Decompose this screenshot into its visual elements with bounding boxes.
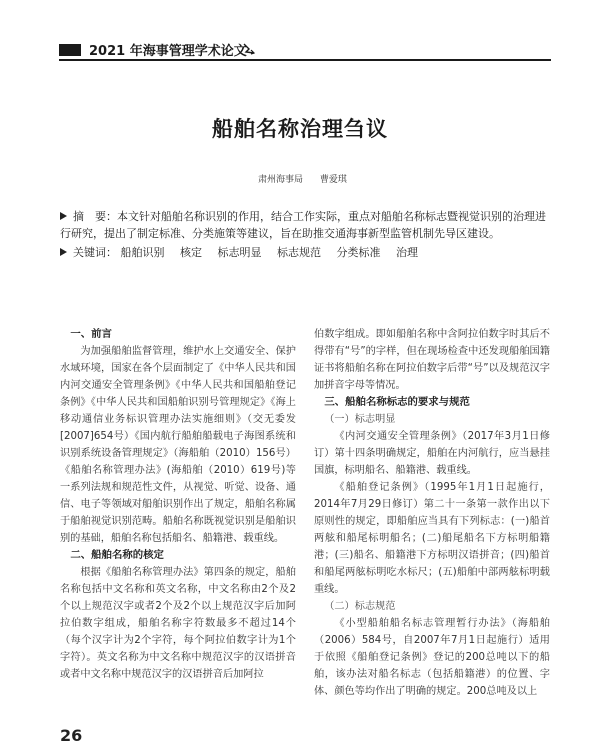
body-paragraph: 《内河交通安全管理条例》（2017年3月1日修订）第十四条明确规定，船舶在内河航行，应当悬挂国旗，标明船名、船籍港、载重线。 xyxy=(314,431,550,476)
keyword: 治理 xyxy=(396,246,418,259)
keyword: 船舶识别 xyxy=(120,246,165,259)
keyword: 分类标准 xyxy=(336,246,381,259)
section-heading: 三、船舶名称标志的要求与规范 xyxy=(324,396,470,408)
left-column xyxy=(60,326,296,683)
authors xyxy=(258,172,361,185)
signal-arrow-icon xyxy=(242,41,258,57)
keywords xyxy=(60,244,548,260)
header-block-mark xyxy=(59,44,81,56)
abstract xyxy=(60,208,548,242)
section-heading: 一、前言 xyxy=(70,328,112,340)
subsection-heading: （一）标志明显 xyxy=(324,414,396,425)
header-rule xyxy=(59,59,551,61)
journal-title: 2021 年海事管理学术论文 xyxy=(89,44,247,59)
section-heading: 二、船舶名称的核定 xyxy=(70,549,164,561)
keyword: 核定 xyxy=(180,246,202,259)
right-column xyxy=(314,326,550,700)
keyword: 标志规范 xyxy=(277,246,321,259)
body-paragraph-continued: 伯数字组成。即如船舶名称中含阿拉伯数字时其后不得带有“号”的字样，但在现场检查中还发现船舶国籍证书将船舶名称在阿拉伯数字后带“号”以及规范汉字加拼音字母等情况。 xyxy=(314,329,550,391)
subsection-heading: （二）标志规范 xyxy=(324,601,396,612)
bullet-triangle-icon xyxy=(60,248,67,256)
body-paragraph: 为加强船舶监督管理，维护水上交通安全、保护水域环境，国家在各个层面制定了《中华人民共和国内河交通安全管理条例》《中华人民共和国船舶登记条例》《中华人民共和国船舶识别号管理规定》《海上移动通信业务标识管理办法实施细则》（交无委发[2007]654号）《国内航行船舶船载电子海图系统和识别系统设备管理规定》（海船舶（2010）156号）《船舶名称管理办法》(海船舶（2010）619号)等一系列法规和规范性文件，从视觉、听觉、设备、通信、电子等领域对船舶识别作出了规定，船舶名称属于船舶视觉识别范畴。船舶名称既视觉识别是船舶识别的基础，船舶名称包括船名、船籍港、载重线。 xyxy=(60,346,296,544)
page-number: 26 xyxy=(60,726,83,745)
body-paragraph: 《小型船舶船名标志管理暂行办法》（海船舶（2006）584号，自2007年7月1日起施行）适用于依照《船舶登记条例》登记的200总吨以下的船舶，该办法对船名标志（包括船籍港）的位置、字体、颜色等均作出了明确的规定。200总吨及以上 xyxy=(314,618,550,697)
abstract-label: 摘 要： xyxy=(73,210,117,223)
body-paragraph: 《船舶登记条例》（1995年1月1日起施行，2014年7月29日修订）第二十一条第一款作出以下原则性的规定，即船舶应当具有下列标志：(一)船首两舷和船尾标明船名；(二)船尾船名下方标明船籍港；(三)船名、船籍港下方标明汉语拼音；(四)船首和船尾两舷标明吃水标尺；(五)船舶中部两舷标明载重线。 xyxy=(314,482,550,595)
keywords-label: 关键词： xyxy=(73,246,117,259)
bullet-triangle-icon xyxy=(60,212,67,220)
abstract-text: 本文针对船舶名称识别的作用，结合工作实际，重点对船舶名称标志暨视觉识别的治理进行研究，提出了制定标准、分类施策等建议，旨在助推交通海事新型监管机制先导区建设。 xyxy=(60,210,546,240)
running-header xyxy=(59,40,551,62)
paper-title: 船舶名称治理刍议 xyxy=(212,117,388,141)
keyword: 标志明显 xyxy=(217,246,262,259)
author-name: 曹爱琪 xyxy=(319,175,347,185)
body-paragraph: 根据《船舶名称管理办法》第四条的规定，船舶名称包括中文名称和英文名称，中文名称由2个及2个以上规范汉字或者2个及2个以上规范汉字后加阿拉伯数字组成，船舶名称字符数最多不超过14个（每个汉字计为2个字符，每个阿拉伯数字计为1个字符）。英文名称为中文名称中规范汉字的汉语拼音或者中文名称中规范汉字的汉语拼音后加阿拉 xyxy=(60,567,296,680)
author-affiliation: 肃州海事局 xyxy=(258,175,304,185)
